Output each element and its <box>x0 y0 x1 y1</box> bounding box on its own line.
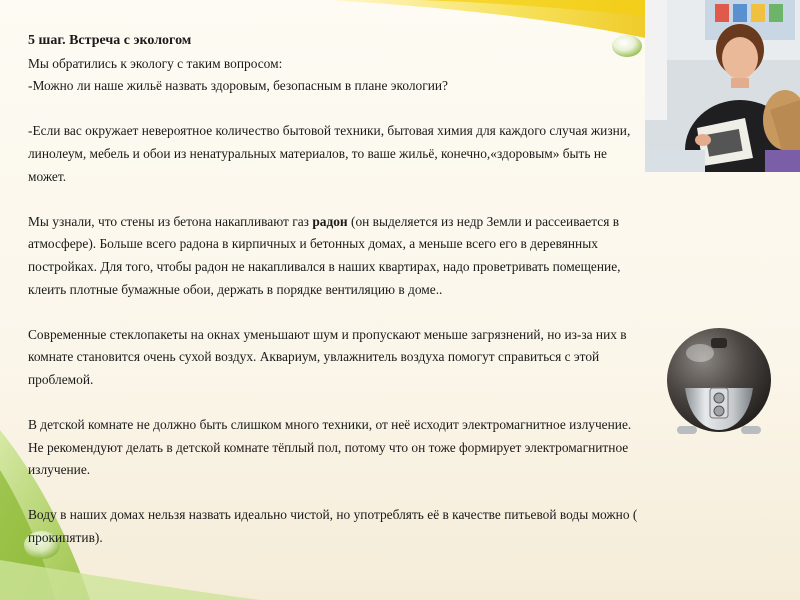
question-paragraph: -Можно ли наше жильё назвать здоровым, безопасным в плане экологии? <box>28 78 448 94</box>
water-paragraph: Воду в наших домах нельзя назвать идеально чистой, но употреблять её в качестве питьевой воды можно ( прокипятив). <box>28 507 638 546</box>
answer-paragraph: -Если вас окружает невероятное количество бытовой техники, бытовая химия для каждого случая жизни, линолеум, мебель и обои из ненатуральных материалов, то ваше жильё, конечно,«здоровым» быть не может. <box>28 123 631 184</box>
humidifier-illustration <box>655 318 785 453</box>
intro-paragraph: Мы обратились к экологу с таким вопросом: <box>28 55 283 71</box>
photo-illustration <box>645 0 800 172</box>
radon-text-start: Мы узнали, что стены из бетона накапливают газ <box>28 213 313 229</box>
kids-room-paragraph: В детской комнате не должно быть слишком много техники, от неё исходит электромагнитное излучение. Не рекомендуют делать в детской комнате тёплый пол, потому что он тоже формирует электромагнитное излучение. <box>28 417 632 478</box>
windows-paragraph: Современные стеклопакеты на окнах уменьшают шум и пропускают меньше загрязнений, но из-за них в комнате становится очень сухой воздух. Аквариум, увлажнитель воздуха помогут справиться с этой проблемой. <box>28 326 627 387</box>
ecologist-photo <box>645 0 800 172</box>
text-content <box>28 30 643 550</box>
radon-text-end: (он выделяется из недр Земли и рассеивается в атмосфере). Больше всего радона в кирпичных и бетонных домах, а меньше всего его в деревянных постройках. Для того, чтобы радон не накапливался в наших квартирах, надо проветривать помещение, клеить плотные бумажные обои, держать в порядке вентиляцию в доме.. <box>28 213 621 297</box>
humidifier-image <box>655 318 785 453</box>
radon-keyword: радон <box>312 213 348 229</box>
slide-title: 5 шаг. Встреча с экологом <box>28 33 192 48</box>
radon-paragraph <box>28 211 643 301</box>
